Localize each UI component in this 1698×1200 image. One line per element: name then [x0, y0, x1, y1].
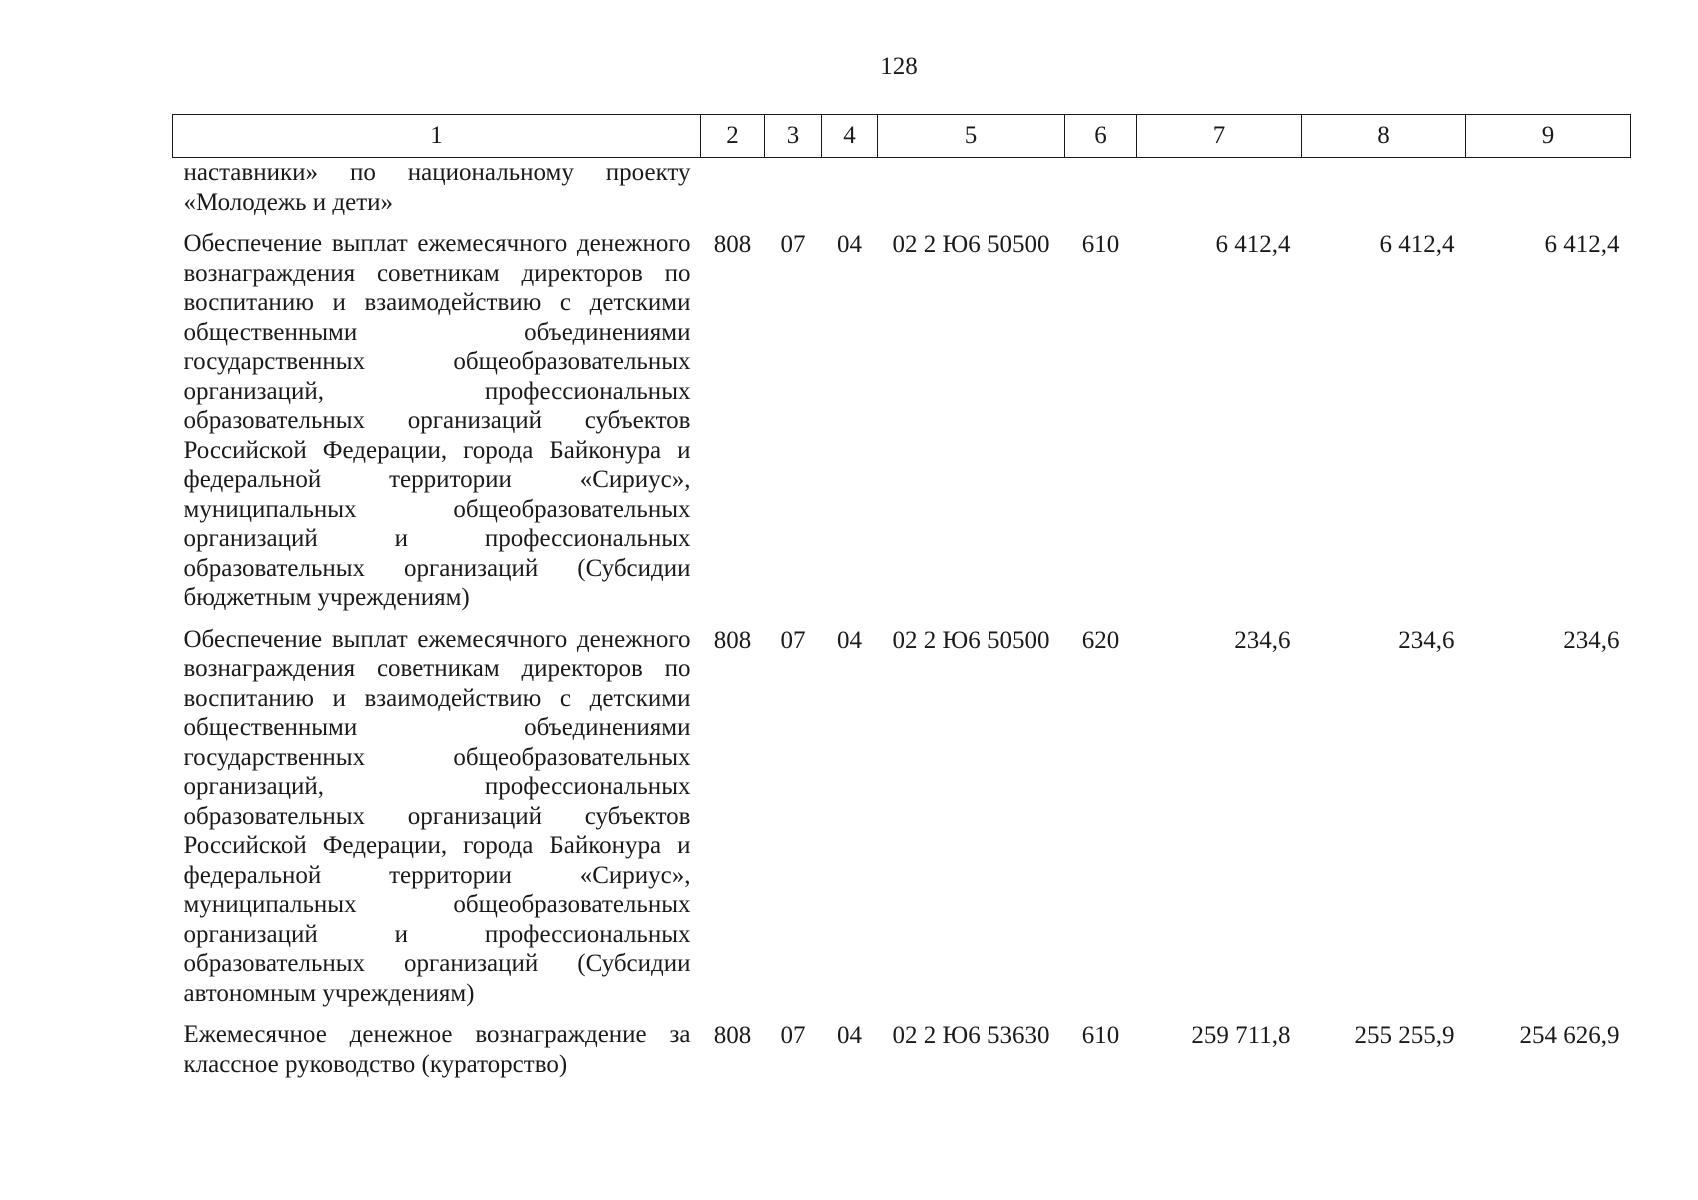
ministry-code: 808 [713, 626, 752, 654]
target-article-code: 02 2 Ю6 50500 [892, 231, 1050, 258]
table-row [173, 1020, 1631, 1091]
subsection-code: 04 [837, 626, 862, 654]
row-description: Обеспечение выплат ежемесячного денежного вознаграждения советникам директоров по воспитанию и взаимодействию с детскими общественными объединениями государственных общеобразовательных организаций, профессиональных образовательных организаций субъектов Российской Федерации, города Байконура и федеральной территории «Сириус», муниципальных общеобразовательных организаций и профессиональных образовательных организаций (Субсидии бюджетным учреждениям) [183, 230, 691, 611]
column-header: 1 [173, 115, 701, 158]
column-header: 6 [1065, 115, 1137, 158]
amount-year-2 [1302, 158, 1466, 230]
amount-year-1: 259 711,8 [1191, 1022, 1291, 1049]
column-header: 5 [878, 115, 1065, 158]
target-article-code [878, 158, 1065, 230]
amount-year-3: 234,6 [1563, 626, 1620, 654]
amount-year-1 [1137, 158, 1302, 230]
expense-type-code: 620 [1081, 626, 1120, 654]
target-article-code: 02 2 Ю6 53630 [892, 1022, 1050, 1049]
amount-year-2: 255 255,9 [1354, 1022, 1455, 1049]
amount-year-3: 254 626,9 [1519, 1022, 1620, 1049]
table-row [173, 625, 1631, 1021]
section-code: 07 [780, 626, 806, 654]
subsection-code [822, 158, 878, 230]
page-number: 128 [880, 53, 918, 80]
amount-year-3: 6 412,4 [1544, 231, 1620, 258]
amount-year-2: 6 412,4 [1379, 231, 1455, 258]
column-header: 2 [701, 115, 765, 158]
ministry-code: 808 [713, 231, 752, 258]
row-description: наставники» по национальному проекту «Молодежь и дети» [183, 159, 691, 216]
column-header: 9 [1466, 115, 1631, 158]
subsection-code: 04 [837, 1022, 862, 1049]
table-header [173, 115, 1631, 158]
section-code: 07 [780, 1022, 806, 1049]
amount-year-1: 234,6 [1234, 626, 1291, 654]
ministry-code: 808 [713, 1022, 752, 1049]
ministry-code [701, 158, 765, 230]
expense-type-code: 610 [1081, 231, 1120, 258]
amount-year-3 [1466, 158, 1631, 230]
section-code: 07 [780, 231, 806, 258]
target-article-code: 02 2 Ю6 50500 [892, 626, 1050, 654]
amount-year-1: 6 412,4 [1215, 231, 1291, 258]
column-header: 7 [1137, 115, 1302, 158]
subsection-code: 04 [837, 231, 862, 258]
row-description: Обеспечение выплат ежемесячного денежного вознаграждения советникам директоров по воспитанию и взаимодействию с детскими общественными объединениями государственных общеобразовательных организаций, профессиональных образовательных организаций субъектов Российской Федерации, города Байконура и федеральной территории «Сириус», муниципальных общеобразовательных организаций и профессиональных образовательных организаций (Субсидии автономным учреждениям) [183, 625, 691, 1007]
amount-year-2: 234,6 [1398, 626, 1455, 654]
expense-type-code [1065, 158, 1137, 230]
budget-table [172, 114, 1631, 1091]
row-description: Ежемесячное денежное вознаграждение за классное руководство (кураторство) [183, 1021, 691, 1078]
column-header: 4 [822, 115, 878, 158]
column-header: 3 [765, 115, 822, 158]
header-row [173, 115, 1631, 158]
table-row [173, 158, 1631, 230]
expense-type-code: 610 [1081, 1022, 1120, 1049]
table-row [173, 229, 1631, 625]
column-header: 8 [1302, 115, 1466, 158]
section-code [765, 158, 822, 230]
table-body [173, 158, 1631, 1092]
